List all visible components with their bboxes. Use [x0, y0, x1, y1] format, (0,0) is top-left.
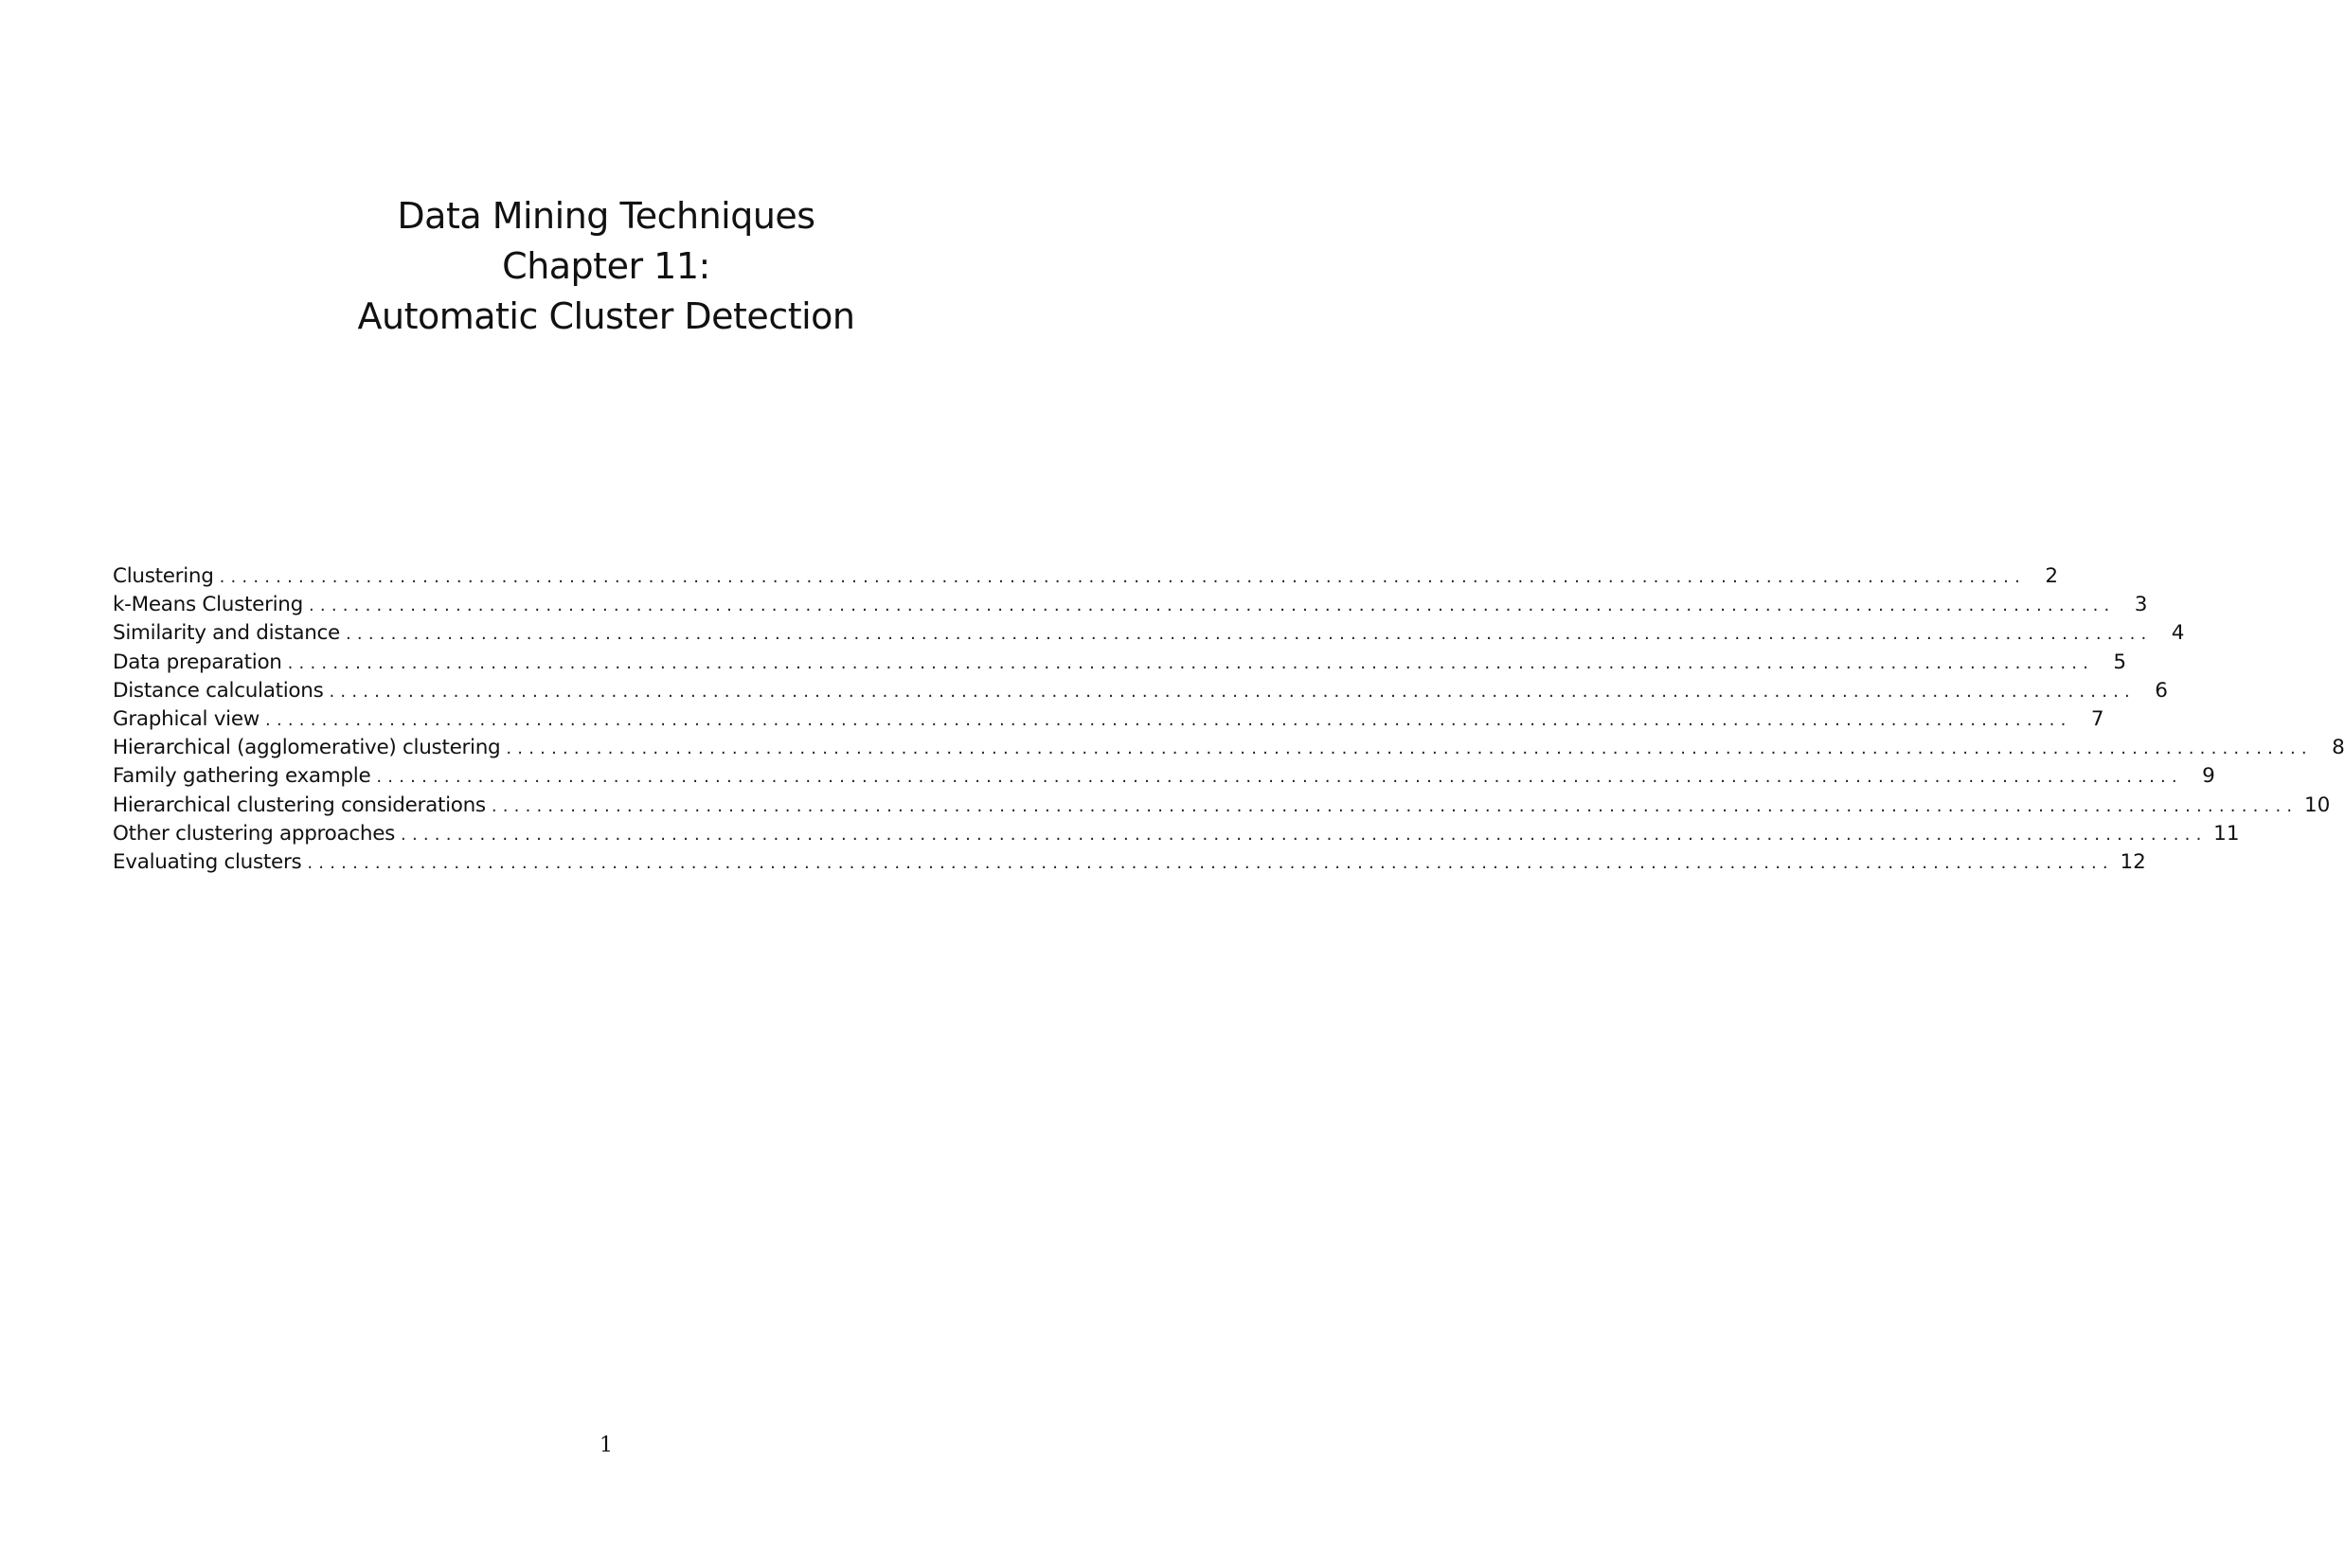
toc-entry-label: Similarity and distance [113, 621, 340, 646]
toc-entry-page: 5 [2113, 650, 2127, 674]
toc-entry-page: 12 [2120, 849, 2146, 874]
table-of-contents [113, 562, 2345, 877]
toc-dot-leader: ................................................................................................................................................................ [376, 767, 2183, 788]
toc-entry-page: 2 [2045, 564, 2059, 588]
page-number: 1 [600, 1434, 613, 1457]
toc-entry-label: Family gathering example [113, 764, 371, 789]
toc-entry-clustering[interactable] [113, 562, 2059, 591]
toc-entry-label: Graphical view [113, 706, 260, 731]
toc-entry-hierarchical-clustering-considerations[interactable] [113, 792, 2331, 820]
title-line-1: Data Mining Techniques [397, 195, 815, 237]
toc-entry-page: 6 [2155, 678, 2168, 703]
toc-entry-family-gathering-example[interactable] [113, 762, 2215, 791]
toc-entry-page: 10 [2303, 793, 2331, 817]
toc-dot-leader: ................................................................................................................................................................ [329, 681, 2136, 702]
toc-entry-page: 9 [2202, 764, 2215, 789]
toc-dot-leader: ................................................................................................................................................................ [401, 824, 2208, 845]
toc-dot-leader: ................................................................................................................................................................ [265, 709, 2072, 730]
toc-dot-leader: ................................................................................................................................................................ [506, 739, 2313, 759]
toc-entry-evaluating-clusters[interactable] [113, 848, 2146, 877]
title-line-2: Chapter 11: [502, 245, 710, 287]
toc-entry-hierarchical-agglomerative-clustering[interactable] [113, 734, 2345, 762]
toc-dot-leader: ................................................................................................................................................................ [491, 795, 2299, 816]
toc-entry-other-clustering-approaches[interactable] [113, 820, 2240, 848]
toc-entry-k-means-clustering[interactable] [113, 591, 2148, 619]
toc-entry-label: k-Means Clustering [113, 593, 303, 617]
toc-entry-graphical-view[interactable] [113, 705, 2104, 734]
toc-entry-page: 11 [2213, 821, 2240, 846]
toc-entry-similarity-and-distance[interactable] [113, 619, 2185, 648]
toc-entry-label: Other clustering approaches [113, 821, 396, 846]
toc-entry-data-preparation[interactable] [113, 649, 2127, 677]
toc-entry-page: 4 [2171, 621, 2185, 646]
toc-entry-page: 3 [2134, 593, 2148, 617]
toc-entry-label: Evaluating clusters [113, 849, 302, 874]
toc-dot-leader: ................................................................................................................................................................ [308, 596, 2116, 616]
title-line-3: Automatic Cluster Detection [357, 295, 855, 337]
toc-entry-page: 8 [2332, 736, 2345, 760]
toc-entry-page: 7 [2090, 706, 2104, 731]
toc-dot-leader: ................................................................................................................................................................ [287, 652, 2095, 673]
toc-entry-label: Distance calculations [113, 678, 324, 703]
toc-entry-label: Hierarchical clustering considerations [113, 793, 486, 817]
toc-entry-distance-calculations[interactable] [113, 677, 2168, 705]
toc-entry-label: Data preparation [113, 650, 282, 674]
toc-dot-leader: ................................................................................................................................................................ [219, 567, 2027, 587]
toc-dot-leader: ................................................................................................................................................................ [345, 624, 2153, 645]
toc-entry-label: Clustering [113, 564, 214, 588]
toc-entry-label: Hierarchical (agglomerative) clustering [113, 736, 501, 760]
document-title [0, 191, 1212, 342]
toc-dot-leader: ................................................................................................................................................................ [307, 852, 2114, 873]
